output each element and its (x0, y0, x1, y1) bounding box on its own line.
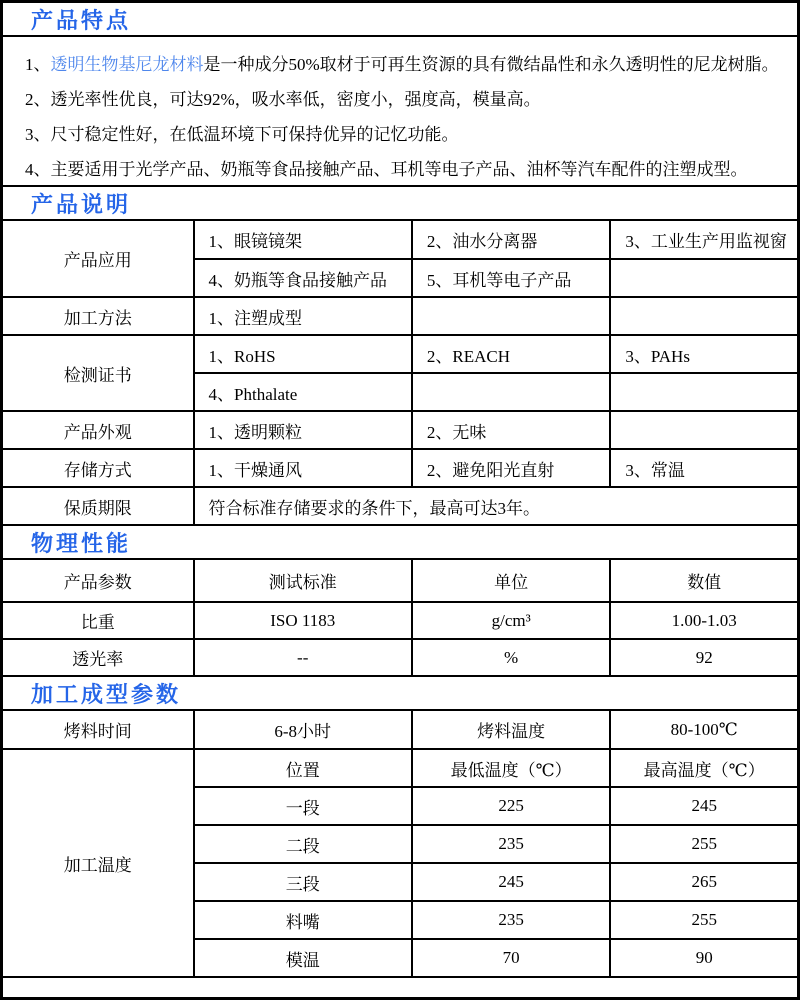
table-row (3, 602, 797, 639)
appearance-cell-1: 1、透明颗粒 (194, 411, 412, 449)
certificate-cell-empty-2 (610, 373, 797, 411)
table-row (3, 711, 797, 749)
shelf-life-value: 符合标准存储要求的条件下，最高可达3年。 (194, 487, 797, 525)
table-row (3, 411, 797, 449)
temp-header-position: 位置 (194, 749, 412, 787)
section-bar-features (3, 3, 797, 37)
baking-temp-label: 烤料温度 (412, 711, 611, 749)
transmittance-unit: % (412, 639, 611, 676)
physical-header-standard: 测试标准 (194, 560, 412, 602)
label-storage: 存储方式 (3, 449, 194, 487)
application-cell-3: 3、工业生产用监视窗 (610, 221, 797, 259)
appearance-cell-empty (610, 411, 797, 449)
storage-cell-3: 3、常温 (610, 449, 797, 487)
feature-1-prefix: 1、 (25, 55, 51, 74)
label-appearance: 产品外观 (3, 411, 194, 449)
table-row (3, 221, 797, 259)
table-row (3, 335, 797, 373)
description-table (3, 221, 797, 526)
section-title-physical: 物理性能 (31, 530, 132, 556)
physical-properties-table (3, 560, 797, 677)
zone2-position: 二段 (194, 825, 412, 863)
physical-header-unit: 单位 (412, 560, 611, 602)
application-cell-4: 4、奶瓶等食品接触产品 (194, 259, 412, 297)
nozzle-max: 255 (610, 901, 797, 939)
mold-temp-min: 70 (412, 939, 611, 977)
certificate-cell-empty-1 (412, 373, 611, 411)
certificate-cell-1: 1、RoHS (194, 335, 412, 373)
density-value: 1.00-1.03 (610, 602, 797, 639)
table-row (3, 639, 797, 676)
density-param: 比重 (3, 602, 194, 639)
feature-1-rest: 是一种成分50%取材于可再生资源的具有微结晶性和永久透明性的尼龙树脂。 (203, 55, 779, 74)
storage-cell-1: 1、干燥通风 (194, 449, 412, 487)
section-bar-physical (3, 526, 797, 560)
feature-item-4: 4、主要适用于光学产品、奶瓶等食品接触产品、耳机等电子产品、油杯等汽车配件的注塑成型。 (25, 160, 748, 179)
zone1-position: 一段 (194, 787, 412, 825)
feature-item-1 (25, 47, 787, 82)
label-certificates: 检测证书 (3, 335, 194, 411)
method-cell-empty-1 (412, 297, 611, 335)
zone3-min: 245 (412, 863, 611, 901)
feature-item-3: 3、尺寸稳定性好，在低温环境下可保持优异的记忆功能。 (25, 125, 459, 144)
temp-header-max: 最高温度（℃） (610, 749, 797, 787)
method-cell-empty-2 (610, 297, 797, 335)
application-cell-2: 2、油水分离器 (412, 221, 611, 259)
nozzle-min: 235 (412, 901, 611, 939)
density-unit: g/cm³ (412, 602, 611, 639)
section-title-processing: 加工成型参数 (31, 681, 182, 707)
label-shelf-life: 保质期限 (3, 487, 194, 525)
zone2-min: 235 (412, 825, 611, 863)
table-header-row (3, 560, 797, 602)
physical-header-param: 产品参数 (3, 560, 194, 602)
method-cell-1: 1、注塑成型 (194, 297, 412, 335)
feature-1-highlight: 透明生物基尼龙材料 (50, 55, 204, 74)
zone1-min: 225 (412, 787, 611, 825)
application-cell-5: 5、耳机等电子产品 (412, 259, 611, 297)
transmittance-standard: -- (194, 639, 412, 676)
section-bar-processing (3, 677, 797, 711)
zone3-position: 三段 (194, 863, 412, 901)
density-standard: ISO 1183 (194, 602, 412, 639)
label-method: 加工方法 (3, 297, 194, 335)
storage-cell-2: 2、避免阳光直射 (412, 449, 611, 487)
table-row (3, 297, 797, 335)
table-row (3, 749, 797, 787)
section-bar-description (3, 187, 797, 221)
feature-item-2: 2、透光率性优良，可达92%，吸水率低，密度小，强度高，模量高。 (25, 90, 541, 109)
application-cell-1: 1、眼镜镜架 (194, 221, 412, 259)
application-cell-empty (610, 259, 797, 297)
baking-time-label: 烤料时间 (3, 711, 194, 749)
label-application: 产品应用 (3, 221, 194, 297)
zone3-max: 265 (610, 863, 797, 901)
mold-temp-position: 模温 (194, 939, 412, 977)
appearance-cell-2: 2、无味 (412, 411, 611, 449)
certificate-cell-2: 2、REACH (412, 335, 611, 373)
baking-temp-value: 80-100℃ (610, 711, 797, 749)
section-title-features: 产品特点 (31, 7, 132, 33)
label-processing-temperature: 加工温度 (3, 749, 194, 977)
zone2-max: 255 (610, 825, 797, 863)
nozzle-position: 料嘴 (194, 901, 412, 939)
transmittance-param: 透光率 (3, 639, 194, 676)
mold-temp-max: 90 (610, 939, 797, 977)
table-row (3, 449, 797, 487)
transmittance-value: 92 (610, 639, 797, 676)
zone1-max: 245 (610, 787, 797, 825)
physical-header-value: 数值 (610, 560, 797, 602)
processing-parameters-table (3, 711, 797, 978)
temp-header-min: 最低温度（℃） (412, 749, 611, 787)
table-row (3, 487, 797, 525)
features-list (3, 37, 797, 187)
certificate-cell-4: 4、Phthalate (194, 373, 412, 411)
certificate-cell-3: 3、PAHs (610, 335, 797, 373)
section-title-description: 产品说明 (31, 191, 132, 217)
baking-time-value: 6-8小时 (194, 711, 412, 749)
